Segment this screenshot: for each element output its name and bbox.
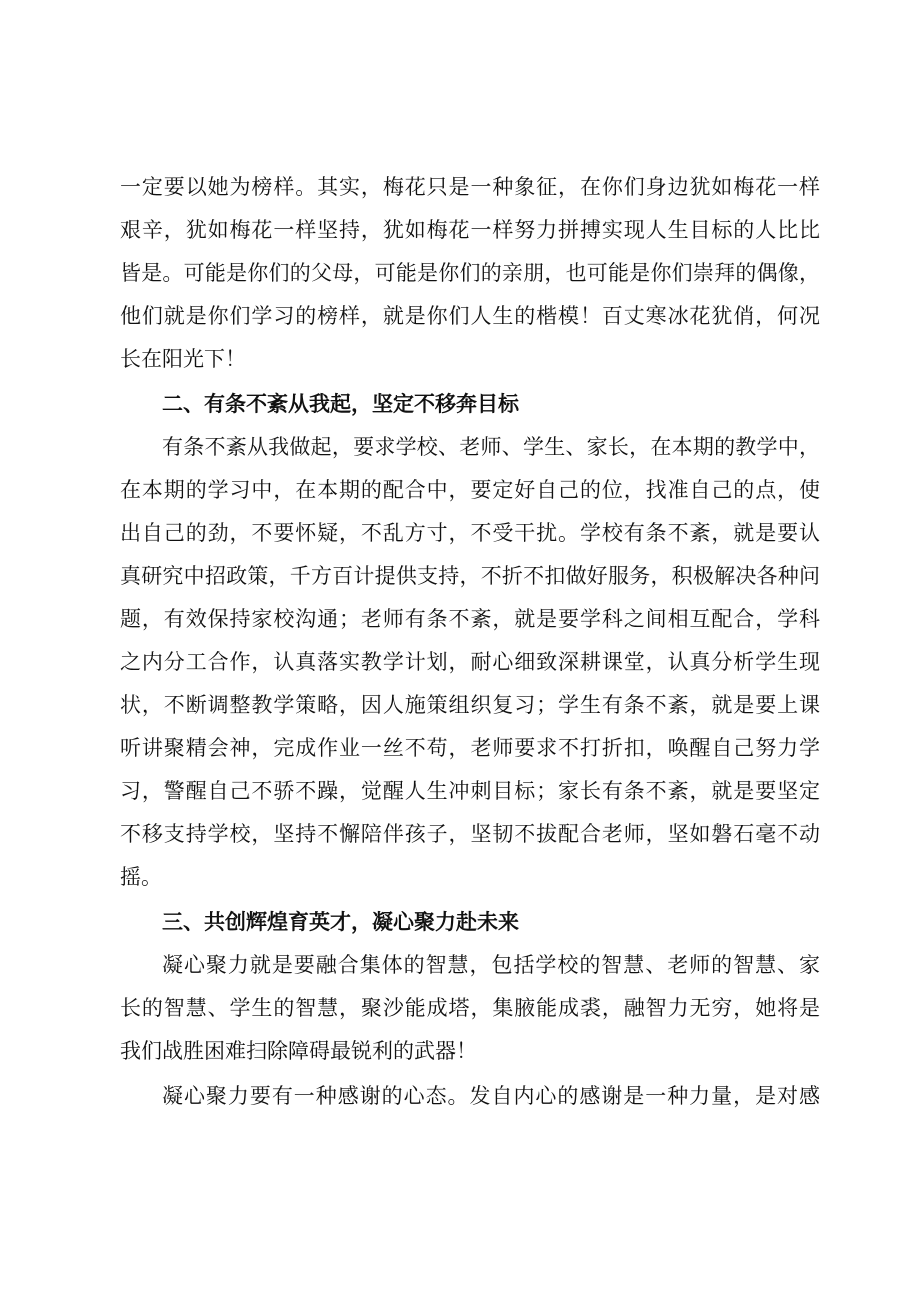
paragraph-line: 有条不紊从我做起，要求学校、老师、学生、家长，在本期的教学中， (162, 435, 820, 459)
paragraph-line: 凝心聚力要有一种感谢的心态。发自内心的感谢是一种力量，是对感 (162, 1084, 820, 1108)
paragraph-line: 题，有效保持家校沟通；老师有条不紊，就是要学科之间相互配合，学科 (120, 607, 820, 631)
paragraph-line: 我们战胜困难扫除障碍最锐利的武器！ (120, 1039, 477, 1063)
paragraph-line: 凝心聚力就是要融合集体的智慧，包括学校的智慧、老师的智慧、家 (162, 953, 820, 977)
paragraph-line: 不移支持学校，坚持不懈陪伴孩子，坚韧不拔配合老师，坚如磐石毫不动 (120, 822, 820, 846)
paragraph-line: 真研究中招政策，千方百计提供支持，不折不扣做好服务，积极解决各种问 (120, 564, 820, 588)
paragraph-line: 之内分工合作，认真落实教学计划，耐心细致深耕课堂，认真分析学生现 (120, 650, 820, 674)
section-heading: 二、有条不紊从我起，坚定不移奔目标 (162, 392, 519, 416)
paragraph-line: 一定要以她为榜样。其实，梅花只是一种象征，在你们身边犹如梅花一样 (120, 175, 820, 199)
paragraph-line: 艰辛，犹如梅花一样坚持，犹如梅花一样努力拼搏实现人生目标的人比比 (120, 218, 820, 242)
paragraph-line: 长在阳光下！ (120, 347, 246, 371)
paragraph-line: 他们就是你们学习的榜样，就是你们人生的楷模！百丈寒冰花犹俏，何况 (120, 304, 820, 328)
paragraph-line: 出自己的劲，不要怀疑，不乱方寸，不受干扰。学校有条不紊，就是要认 (120, 521, 820, 545)
paragraph-line: 习，警醒自己不骄不躁，觉醒人生冲刺目标；家长有条不紊，就是要坚定 (120, 779, 820, 803)
paragraph-line: 摇。 (120, 865, 162, 889)
paragraph-line: 皆是。可能是你们的父母，可能是你们的亲朋，也可能是你们崇拜的偶像， (120, 261, 820, 285)
section-heading: 三、共创辉煌育英才，凝心聚力赴未来 (162, 910, 519, 934)
paragraph-line: 长的智慧、学生的智慧，聚沙能成塔，集腋能成裘，融智力无穷，她将是 (120, 996, 820, 1020)
paragraph-line: 在本期的学习中，在本期的配合中，要定好自己的位，找准自己的点，使 (120, 478, 820, 502)
paragraph-line: 状，不断调整教学策略，因人施策组织复习；学生有条不紊，就是要上课 (120, 693, 820, 717)
paragraph-line: 听讲聚精会神，完成作业一丝不苟，老师要求不打折扣，唤醒自己努力学 (120, 736, 820, 760)
